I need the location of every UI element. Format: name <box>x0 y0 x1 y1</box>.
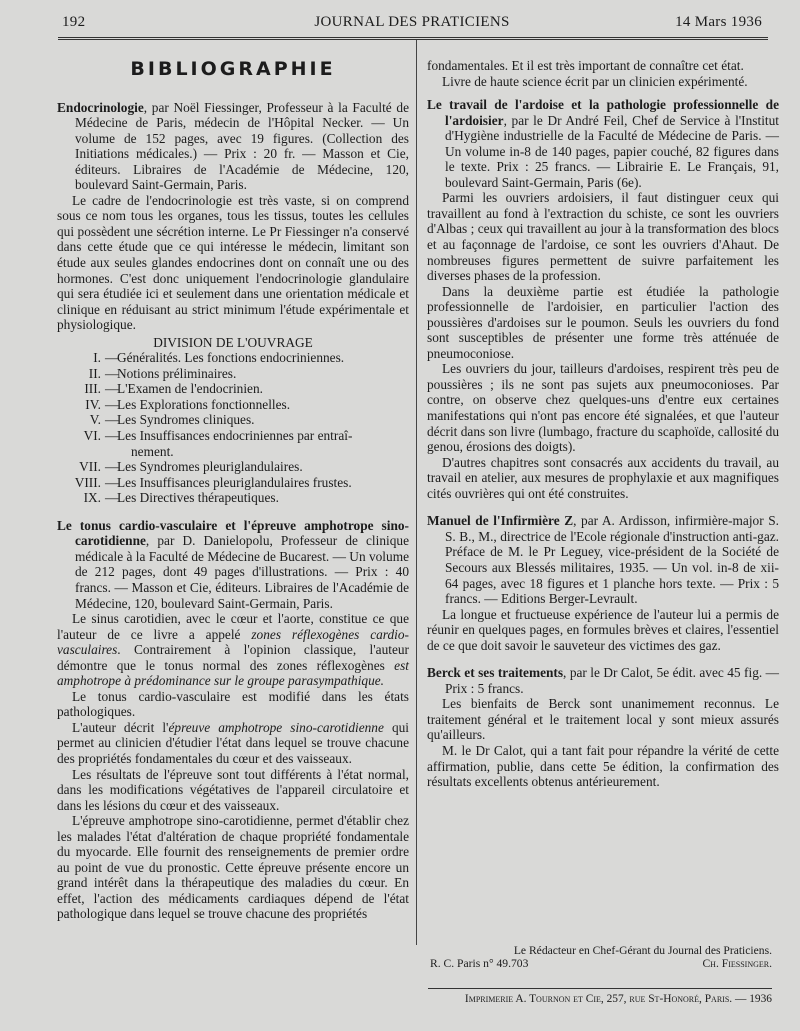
division-text: Généralités. Les fonctions endocriniennes. <box>117 350 345 366</box>
division-dash: — <box>105 459 119 475</box>
review-paragraph: D'autres chapitres sont consacrés aux accidents du travail, au travail en atelier, aux mesures de prophylaxie et aux magnifiques cités ouvrières qui ont été construites. <box>427 454 779 501</box>
division-dash: — <box>105 396 119 412</box>
division-dash: — <box>105 365 119 381</box>
header-rule <box>58 37 768 40</box>
italic-run: zones réflexogènes cardio-vasculaires <box>57 626 409 658</box>
division-item <box>57 397 409 413</box>
book-title: Le travail de l'ardoise et la pathologie professionnelle de l'ardoisier <box>427 97 779 128</box>
division-text: Notions préliminaires. <box>117 365 237 381</box>
page-header <box>62 14 762 34</box>
division-text: Les Syndromes pleuriglandulaires. <box>117 459 303 475</box>
review-paragraph: M. le Dr Calot, qui a tant fait pour répandre la vérité de cette affirmation, publie, dans cette 5e édition, la confirmation des résultats excellents obtenus antérieurement. <box>427 742 779 790</box>
review-paragraph: Parmi les ouvriers ardoisiers, il faut distinguer ceux qui travaillent au fond à l'extraction du schiste, ce sont les ouvriers d'Albas ; ceux qui travaillent au jour à la transformation des blocs et au façonnage de l'ardoise, ce sont les ouvriers d'Ahaut. De nombreuses figures permettent de suivre parfaitement les diverses phases de la profession. <box>427 190 779 284</box>
review-paragraph <box>57 720 409 767</box>
book-reference: , par le Dr Calot, 5e édit. avec 45 fig. — Prix : 5 francs. <box>445 665 779 696</box>
page-footer <box>430 944 772 972</box>
italic-run: est amphotrope à prédominance sur le groupe parasympathique. <box>57 657 409 689</box>
division-dash: — <box>105 412 119 428</box>
book-reference: , par A. Ardisson, infirmière-major S. S. B., M., directrice de l'Ecole régionale d'instruction anti-gaz. Préface de M. le Pr Leguey, vice-président de la Société de Secours aux Blessés militaires, 1935. — Un vol. in-8 de xii-64 pages, avec 18 figures et 1 planche hors texte. — Prix : 5 francs. — Editions Berger-Levrault. <box>445 513 779 607</box>
journal-title: JOURNAL DES PRATICIENS <box>314 14 510 30</box>
division-item <box>57 490 409 506</box>
review-paragraph <box>57 611 409 689</box>
division-number: VII. <box>79 459 101 475</box>
left-column <box>57 58 409 922</box>
column-divider <box>416 40 417 945</box>
division-item <box>57 366 409 382</box>
division-item <box>57 475 409 491</box>
text-run: . Contrairement à l'opinion classique, l'auteur démontre que le tonus normal des zones réflexogènes <box>57 642 409 673</box>
division-number: IX. <box>83 490 101 506</box>
italic-run: épreuve amphotrope sino-carotidienne <box>168 719 384 735</box>
division-number: VI. <box>83 428 101 444</box>
division-number: IV. <box>85 396 101 412</box>
division-text: Les Syndromes cliniques. <box>117 412 255 428</box>
right-column <box>427 58 779 790</box>
division-list <box>57 350 409 505</box>
division-item <box>57 381 409 397</box>
footer-rule <box>428 988 772 989</box>
book-title: Manuel de l'Infirmière Z <box>427 513 574 529</box>
text-run: L'auteur décrit l' <box>72 719 169 735</box>
book-entry-endocrinologie <box>57 100 409 193</box>
division-number: I. <box>93 350 101 366</box>
text-run: qui permet au clinicien d'étudier l'état dans lequel se trouve chacune des propriétés fondamentales du cœur et des vaisseaux. <box>57 719 409 766</box>
registry-line <box>430 957 772 972</box>
book-title: Endocrinologie <box>57 99 144 115</box>
review-paragraph: L'épreuve amphotrope sino-carotidienne, permet d'établir chez les malades l'état d'altération de chaque propriété fondamentale du myocarde. Elle fournit des renseignements de premier ordre au point de vue du pronostic. Cette épreuve présente encore un grand intérêt dans la thérapeutique des maladies du cœur. En effet, l'action des médicaments cardiaques dépend de l'état pathologique dans lequel se trouve chacune des propriétés <box>57 813 409 922</box>
editor-line: Le Rédacteur en Chef-Gérant du Journal des Praticiens. <box>513 944 772 957</box>
review-paragraph: Le tonus cardio-vasculaire est modifié dans les états pathologiques. <box>57 688 409 720</box>
book-reference: , par D. Danielopolu, Professeur de clinique médicale à la Faculté de Médecine de Bucarest. — Un volume de 212 pages, dont 49 pages d'illustrations. — Prix : 40 francs. — Masson et Cie, éditeurs. Libraires de l'Académie de Médecine, 120, boulevard Saint-Germain, Paris. <box>75 533 409 611</box>
book-reference: , par Noël Fiessinger, Professeur à la Faculté de Médecine de Paris, médecin de l'Hôpital Necker. — Un volume de 152 pages, avec 19 figures. (Collection des Initiations médicales.) — Prix : 20 fr. — Masson et Cie, éditeurs. Libraires de l'Académie de Médecine, 120, boulevard Saint-Germain, Paris. <box>75 99 409 193</box>
division-text-continued: nement. <box>131 443 174 459</box>
division-number: V. <box>89 412 101 428</box>
review-paragraph: La longue et fructueuse expérience de l'auteur lui a permis de réunir en quelques pages, en formules brèves et claires, l'essentiel de ce que doit savoir le sauveteur des victimes des gaz. <box>427 606 779 653</box>
page-number: 192 <box>62 14 86 30</box>
review-paragraph: Le cadre de l'endocrinologie est très vaste, si on comprend sous ce nom tous les organes, tous les tissus, toutes les cellules qui possèdent une sécrétion interne. Le Pr Fiessinger n'a conservé dans cette étude que ce qui intéresse le médecin, limitant son étude aux seules glandes endocrines dont on connaît une ou des hormones. C'est donc uniquement l'endocrinologie glandulaire qui sera étudiée ici et seulement dans une orientation médicale et clinique en réduisant au strict minimum l'étude expérimentale et physiologique. <box>57 192 409 333</box>
division-item <box>57 350 409 366</box>
division-number: II. <box>88 365 101 381</box>
division-item <box>57 459 409 475</box>
book-reference: , par le Dr André Feil, Chef de Service à l'Institut d'Hygiène industrielle de la Faculté de Médecine de Paris. — Un volume in-8 de 140 pages, papier couché, 82 figures dans le texte. Prix : 25 francs. — Librairie E. Le Français, 91, boulevard Saint-Germain, Paris (6e). <box>445 112 779 190</box>
book-entry-infirmiere <box>427 513 779 606</box>
review-paragraph: Livre de haute science écrit par un clinicien expérimenté. <box>442 73 748 89</box>
review-paragraph: Les bienfaits de Berck sont unanimement reconnus. Le traitement général et le traitement local y sont mieux assurés qu'ailleurs. <box>427 696 779 743</box>
division-dash: — <box>105 474 119 490</box>
division-text: Les Insuffisances pleuriglandulaires frustes. <box>117 474 352 490</box>
division-item <box>57 428 409 459</box>
division-title: DIVISION DE L'OUVRAGE <box>153 334 313 350</box>
division-dash: — <box>105 490 119 506</box>
book-title: Le tonus cardio-vasculaire et l'épreuve amphotrope sino-carotidienne <box>57 517 409 549</box>
review-paragraph: Les résultats de l'épreuve sont tout différents à l'état normal, dans les modifications végétatives de l'appareil circulatoire et dans les lésions du cœur et des vaisseaux. <box>57 766 409 813</box>
division-dash: — <box>105 428 119 444</box>
book-entry-berck <box>427 665 779 696</box>
division-text: L'Examen de l'endocrinien. <box>117 381 263 397</box>
book-entry-ardoise <box>427 97 779 190</box>
division-dash: — <box>105 350 119 366</box>
printer-line: Imprimerie A. Tournon et Cie, 257, rue St-Honoré, Paris. — 1936 <box>464 993 772 1005</box>
division-dash: — <box>105 381 119 397</box>
division-item <box>57 412 409 428</box>
editor-signature: Ch. Fiessinger. <box>702 957 772 970</box>
review-paragraph: Les ouvriers du jour, tailleurs d'ardoises, respirent très peu de poussières ; ils ne sont pas sujets aux pneumoconioses. Par contre, on observe chez quelques-uns d'entre eux certaines manifestations qui n'ont pas encore été signalées, et que l'auteur décrit dans son livre (lumbago, fracture du scaphoïde, callosité du genou, érosions des doigts). <box>427 361 779 455</box>
text-run: Le sinus carotidien, avec le cœur et l'aorte, constitue ce que l'auteur de ce livre a appelé <box>57 611 409 642</box>
book-entry-tonus <box>57 518 409 611</box>
division-text: Les Explorations fonctionnelles. <box>117 396 291 412</box>
registry-number: R. C. Paris n° 49.703 <box>430 957 529 970</box>
continued-paragraph: fondamentales. Et il est très important de connaître cet état. <box>427 58 744 73</box>
division-text: Les Directives thérapeutiques. <box>117 490 279 506</box>
division-number: III. <box>84 381 101 397</box>
division-text: Les Insuffisances endocriniennes par entraî- <box>117 428 353 444</box>
division-number: VIII. <box>74 474 101 490</box>
issue-date: 14 Mars 1936 <box>675 14 762 30</box>
section-title: BIBLIOGRAPHIE <box>130 58 336 80</box>
book-title: Berck et ses traitements <box>427 665 564 681</box>
review-paragraph: Dans la deuxième partie est étudiée la pathologie professionnelle de l'ardoisier, en particulier l'action des poussières d'ardoises sur le poumon. Seuls les ouvriers du fond sont susceptibles de présenter une forme très atténuée de pneumoconiose. <box>427 283 779 361</box>
